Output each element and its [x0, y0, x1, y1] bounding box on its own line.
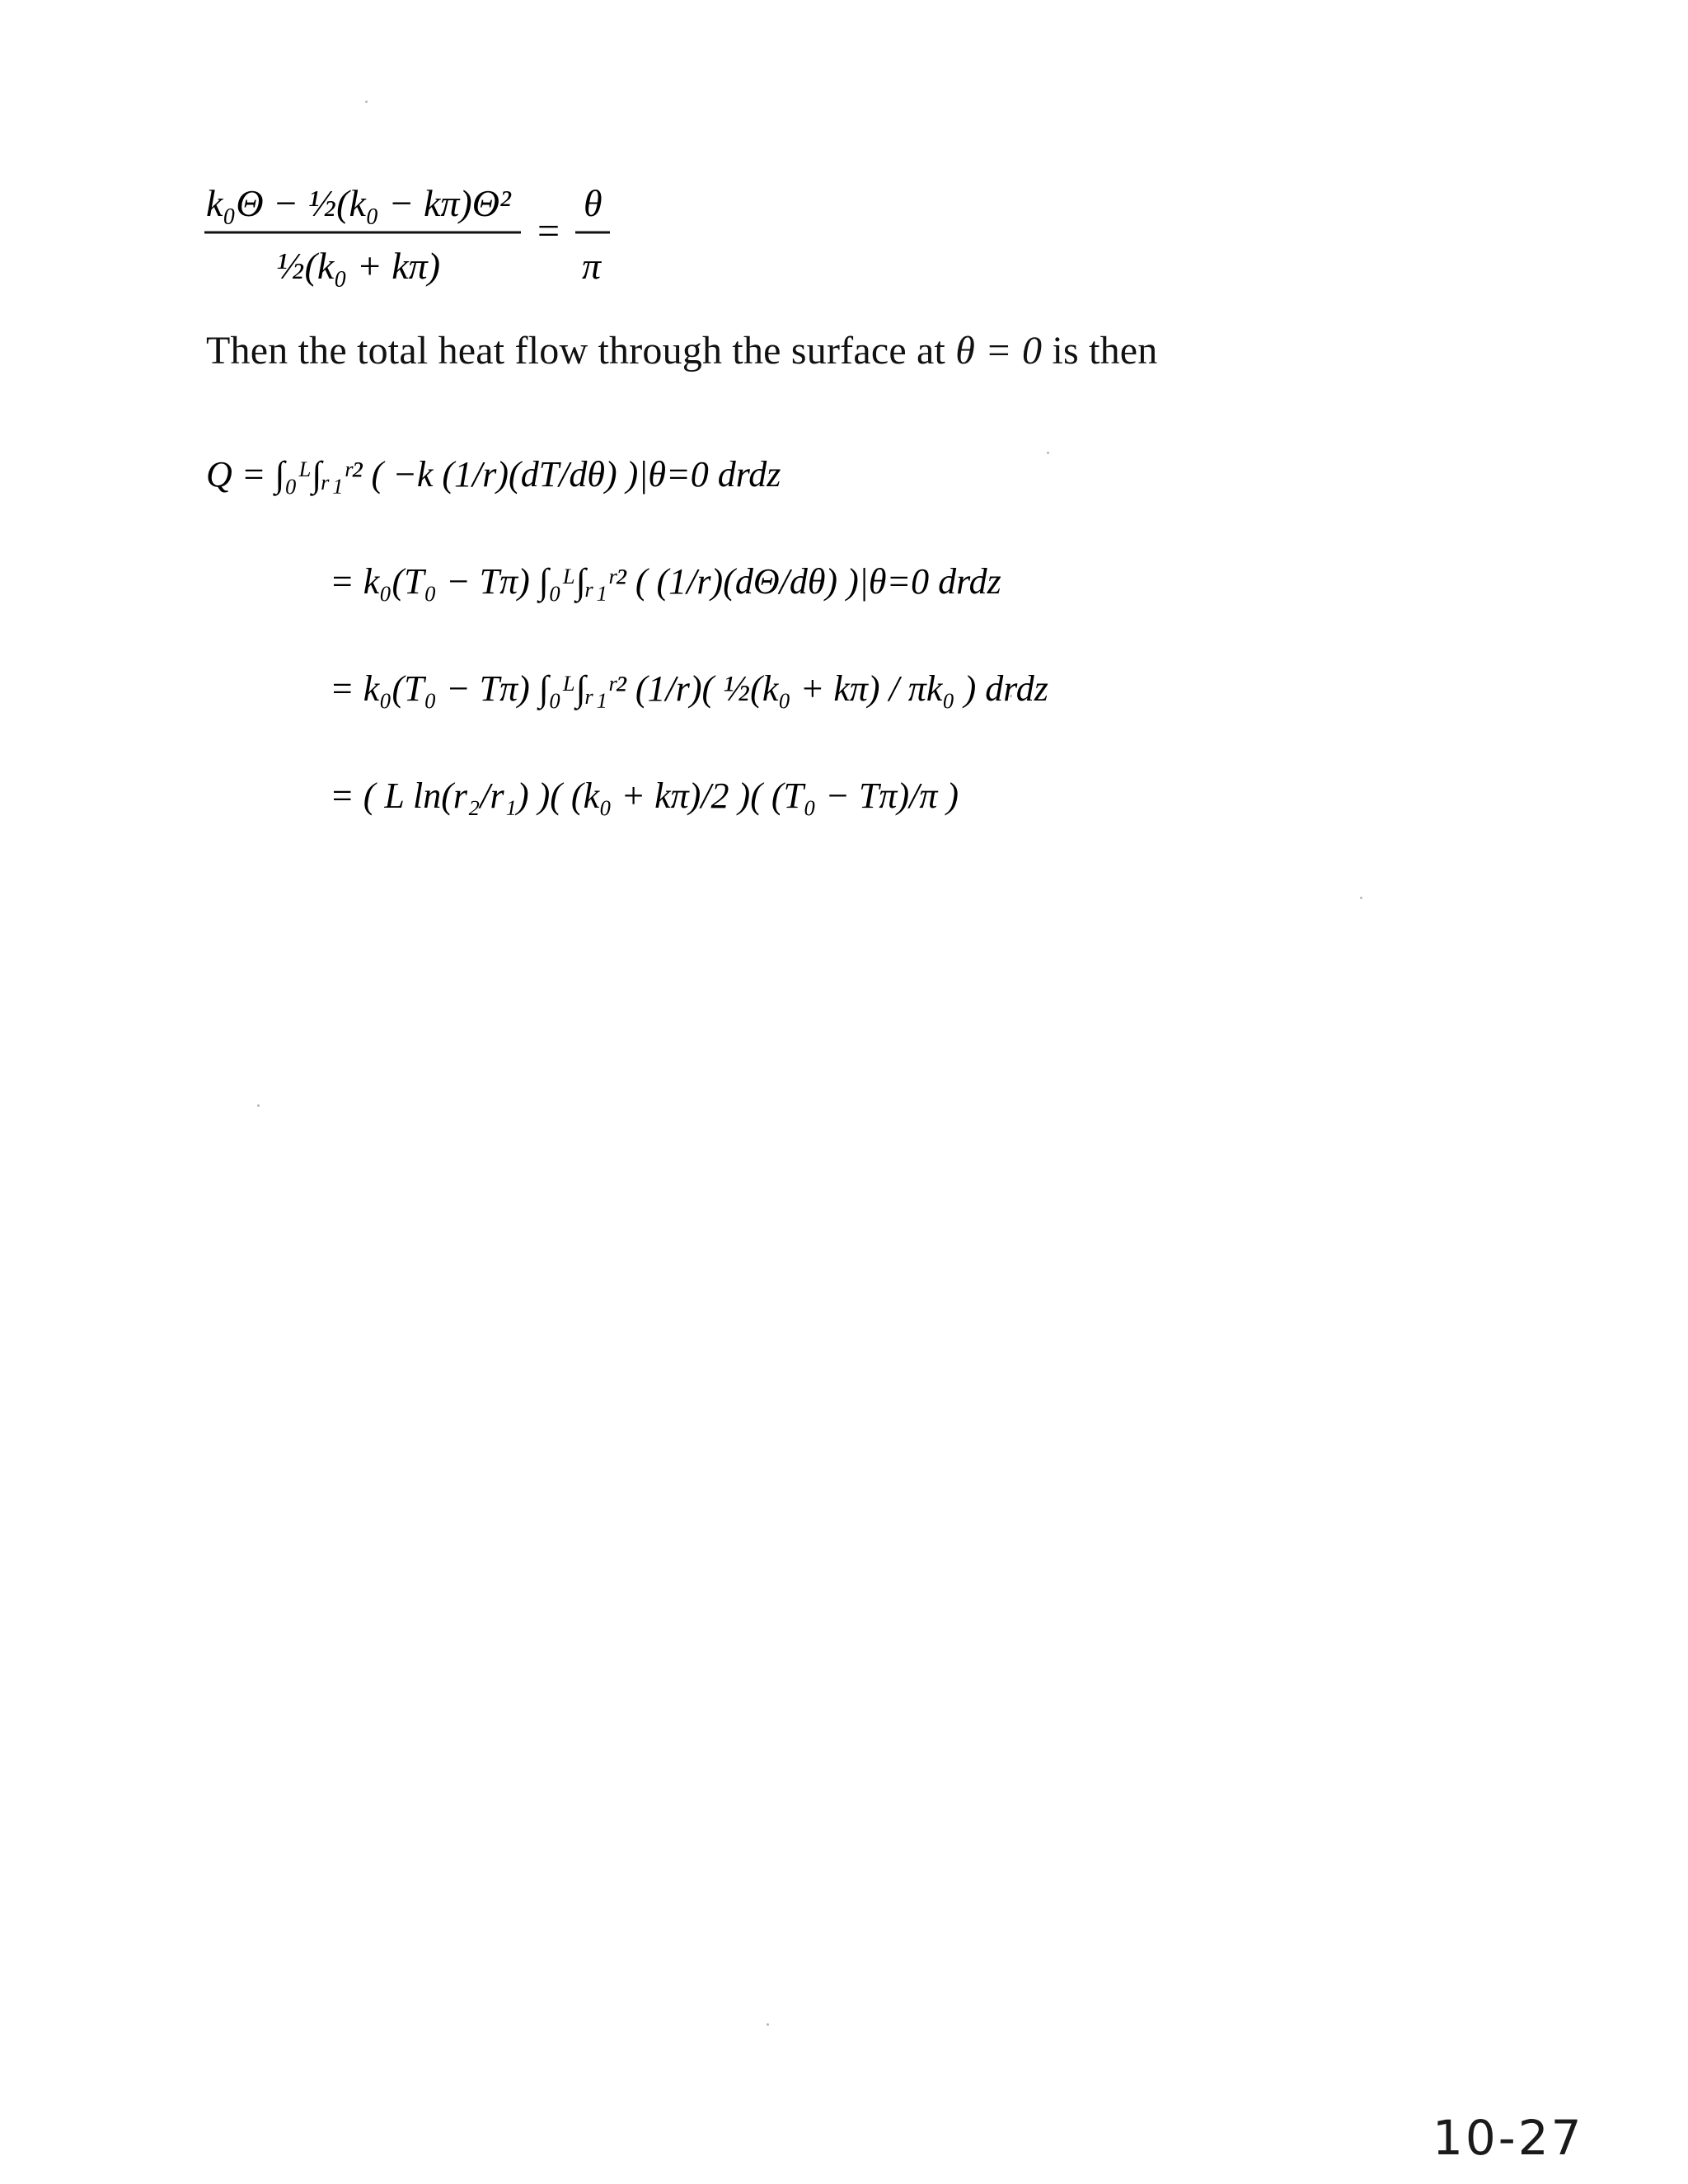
page-number: 10-27	[1432, 2110, 1584, 2166]
eq-rhs-numerator: θ	[584, 182, 603, 224]
sentence-math: θ = 0	[955, 329, 1043, 373]
derivation-block	[198, 437, 1434, 898]
derivation-line-4: = ( L ln(r₂/r₁) )( (k₀ + kπ)/2 )( (T₀ − Tπ)/π )	[330, 776, 959, 816]
eq-rhs-denominator: π	[582, 245, 602, 287]
eq-numerator: k₀Θ − ½(k₀ − kπ)Θ²	[206, 182, 511, 224]
eq-denominator: ½(k₀ + kπ)	[276, 245, 441, 287]
body-sentence	[206, 328, 1158, 373]
scan-speck	[767, 2023, 769, 2026]
derivation-line-2: = k₀(T₀ − Tπ) ∫₀ᴸ∫ᵣ₁ʳ² ( (1/r)(dΘ/dθ) )|θ=0 drdz	[330, 561, 1001, 602]
derivation-line-1: Q = ∫₀ᴸ∫ᵣ₁ʳ² ( −k (1/r)(dT/dθ) )|θ=0 drdz	[206, 454, 781, 494]
equation-top	[198, 173, 659, 297]
derivation-line-3: = k₀(T₀ − Tπ) ∫₀ᴸ∫ᵣ₁ʳ² (1/r)( ½(k₀ + kπ) / πk₀ ) drdz	[330, 668, 1048, 709]
sentence-before: Then the total heat flow through the surface at	[206, 329, 956, 373]
sentence-after: is then	[1042, 329, 1158, 373]
scan-speck	[257, 1104, 260, 1107]
eq-equals: =	[537, 209, 560, 253]
scan-speck	[365, 101, 368, 103]
